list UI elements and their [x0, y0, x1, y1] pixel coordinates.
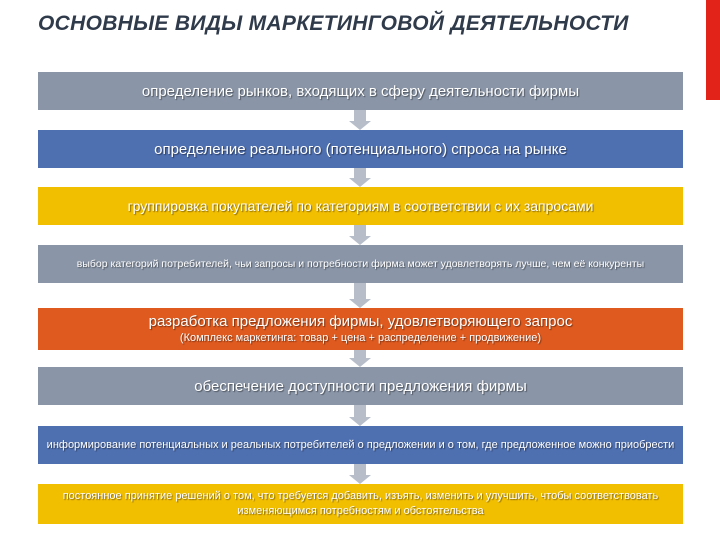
- step-box-3: [38, 187, 683, 225]
- down-arrow-icon: [349, 168, 371, 187]
- step-box-2: [38, 130, 683, 168]
- step-label-6: обеспечение доступности предложения фирмы: [194, 377, 527, 395]
- step-box-7: [38, 426, 683, 464]
- step-box-8: [38, 484, 683, 524]
- step-label-4: выбор категорий потребителей, чьи запросы и потребности фирма может удовлетворять лучше, чем её конкуренты: [76, 257, 645, 270]
- step-sublabel-5: (Комплекс маркетинга: товар + цена + распределение + продвижение): [179, 332, 542, 344]
- down-arrow-icon: [349, 464, 371, 484]
- down-arrow-icon: [349, 405, 371, 426]
- down-arrow-icon: [349, 350, 371, 367]
- down-arrow-icon: [349, 110, 371, 130]
- down-arrow-icon: [349, 225, 371, 245]
- step-box-5: [38, 308, 683, 350]
- step-label-3: группировка покупателей по категориям в соответствии с их запросами: [127, 198, 594, 214]
- step-box-1: [38, 72, 683, 110]
- down-arrow-icon: [349, 283, 371, 308]
- step-box-6: [38, 367, 683, 405]
- slide-title: ОСНОВНЫЕ ВИДЫ МАРКЕТИНГОВОЙ ДЕЯТЕЛЬНОСТИ: [38, 12, 629, 35]
- step-label-8: постоянное принятие решений о том, что требуется добавить, изъять, изменить и улучшить, чтобы соответствовать изменяющимся потребностям и обстоятельства: [62, 490, 659, 517]
- accent-bar: [706, 0, 720, 100]
- step-label-5: разработка предложения фирмы, удовлетворяющего запрос: [148, 313, 573, 330]
- step-label-1: определение рынков, входящих в сферу деятельности фирмы: [141, 82, 580, 100]
- step-label-7: информирование потенциальных и реальных потребителей о предложении и о том, где предложенное можно приобрести: [46, 439, 675, 451]
- step-box-4: [38, 245, 683, 283]
- step-label-2: определение реального (потенциального) спроса на рынке: [154, 140, 567, 158]
